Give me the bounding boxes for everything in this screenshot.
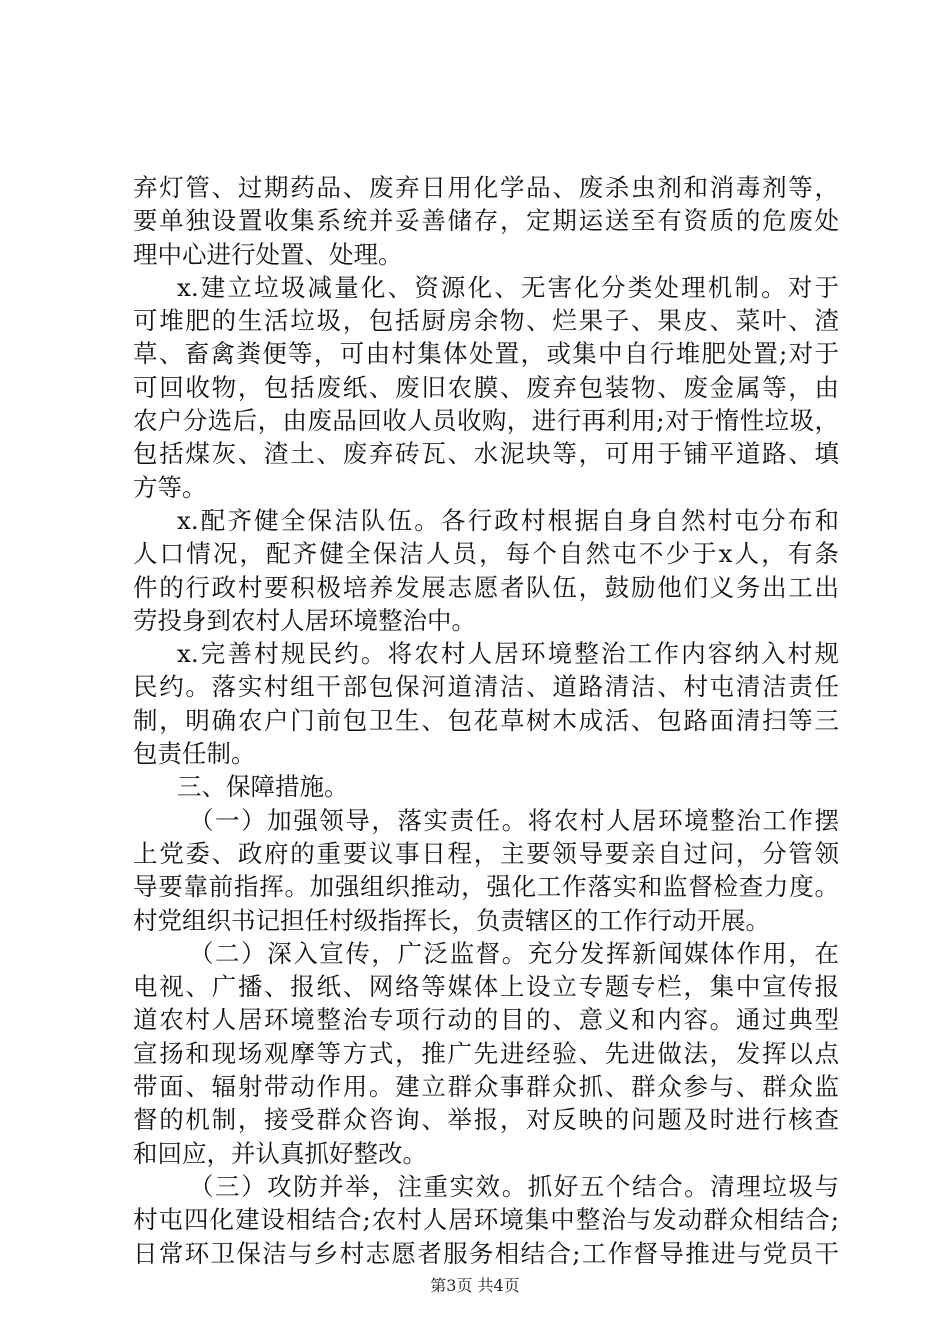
paragraph-line: 可堆肥的生活垃圾，包括厨房余物、烂果子、果皮、菜叶、渣 (133, 306, 839, 336)
paragraph-line: 上党委、政府的重要议事日程，主要领导要亲自过问，分管领 (133, 838, 839, 868)
paragraph-line: （三）攻防并举，注重实效。抓好五个结合。清理垃圾与 (189, 1171, 839, 1201)
paragraph-line: 督的机制，接受群众咨询、举报，对反映的问题及时进行核查 (133, 1105, 839, 1135)
paragraph-line: （一）加强领导，落实责任。将农村人居环境整治工作摆 (189, 805, 839, 835)
paragraph-line: x.完善村规民约。将农村人居环境整治工作内容纳入村规 (177, 639, 839, 669)
paragraph-line: 草、畜禽粪便等，可由村集体处置，或集中自行堆肥处置;对于 (133, 339, 839, 369)
paragraph-line: 民约。落实村组干部包保河道清洁、道路清洁、村屯清洁责任 (133, 672, 839, 702)
paragraph-line: x.建立垃圾减量化、资源化、无害化分类处理机制。对于 (177, 272, 839, 302)
document-body (133, 171, 839, 1270)
paragraph-line: 人口情况，配齐健全保洁人员，每个自然屯不少于x人，有条 (133, 539, 839, 569)
paragraph-line: 包括煤灰、渣土、废弃砖瓦、水泥块等，可用于铺平道路、填 (133, 439, 839, 469)
paragraph-line: 道农村人居环境整治专项行动的目的、意义和内容。通过典型 (133, 1005, 839, 1035)
paragraph-line: 日常环卫保洁与乡村志愿者服务相结合;工作督导推进与党员干 (133, 1238, 839, 1268)
paragraph-line: 要单独设置收集系统并妥善储存，定期运送至有资质的危废处 (133, 206, 839, 236)
paragraph-line: 村党组织书记担任村级指挥长，负责辖区的工作行动开展。 (133, 905, 770, 935)
paragraph-line: x.配齐健全保洁队伍。各行政村根据自身自然村屯分布和 (177, 505, 839, 535)
paragraph-line: 导要靠前指挥。加强组织推动，强化工作落实和监督检查力度。 (133, 872, 839, 902)
paragraph-line: 宣扬和现场观摩等方式，推广先进经验、先进做法，发挥以点 (133, 1038, 839, 1068)
paragraph-line: 村屯四化建设相结合;农村人居环境集中整治与发动群众相结合; (133, 1205, 839, 1235)
paragraph-line: 带面、辐射带动作用。建立群众事群众抓、群众参与、群众监 (133, 1072, 839, 1102)
paragraph-line: 件的行政村要积极培养发展志愿者队伍，鼓励他们义务出工出 (133, 572, 839, 602)
paragraph-line: 弃灯管、过期药品、废弃日用化学品、废杀虫剂和消毒剂等， (133, 173, 839, 202)
paragraph-line: 农户分选后，由废品回收人员收购，进行再利用;对于惰性垃圾， (133, 406, 839, 436)
paragraph-line: 劳投身到农村人居环境整治中。 (133, 605, 476, 635)
paragraph-line: （二）深入宣传，广泛监督。充分发挥新闻媒体作用，在 (189, 938, 839, 968)
paragraph-line: 三、保障措施。 (177, 772, 349, 802)
page-footer: 第3页 共4页 (430, 1276, 520, 1295)
paragraph-line: 制，明确农户门前包卫生、包花草树木成活、包路面清扫等三 (133, 705, 839, 735)
paragraph-line: 和回应，并认真抓好整改。 (133, 1138, 427, 1168)
paragraph-line: 包责任制。 (133, 739, 256, 769)
paragraph-line: 理中心进行处置、处理。 (133, 239, 403, 269)
paragraph-line: 可回收物，包括废纸、废旧农膜、废弃包装物、废金属等，由 (133, 372, 839, 402)
paragraph-line: 电视、广播、报纸、网络等媒体上设立专题专栏，集中宣传报 (133, 972, 839, 1002)
paragraph-line: 方等。 (133, 472, 207, 502)
